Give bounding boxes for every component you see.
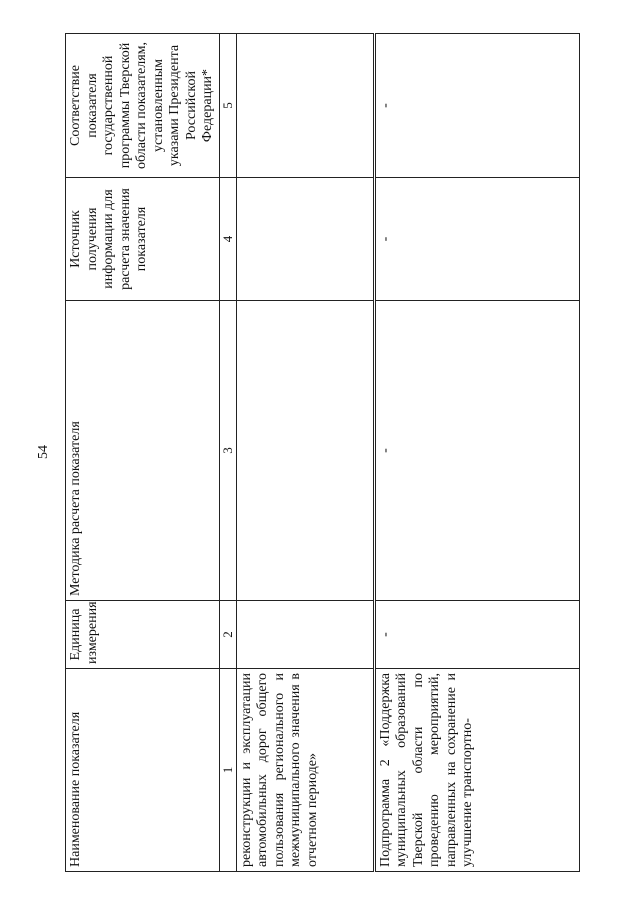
row-unit: - xyxy=(374,601,579,669)
row-source xyxy=(236,178,374,301)
column-number: 3 xyxy=(219,301,236,601)
table-header-row xyxy=(66,34,220,872)
row-indicator-name: Подпрограмма 2 «Поддержка муниципальных образований Тверской области по проведению мероприятий, направленных на сохранение и улучшение транспортно- xyxy=(374,669,579,872)
indicator-table xyxy=(65,33,580,872)
row-indicator-name: реконструкции и эксплуатации автомобильных дорог общего пользования регионального и межмуниципального значения в отчетном периоде» xyxy=(236,669,374,872)
column-number-row xyxy=(219,34,236,872)
row-source: - xyxy=(374,178,579,301)
row-compliance xyxy=(236,34,374,178)
header-compliance: Соответствие показателя государственной программы Тверской области показателям, установленным указами Президента Российской Федерации* xyxy=(66,34,220,178)
row-compliance: - xyxy=(374,34,579,178)
header-indicator-name: Наименование показателя xyxy=(66,669,220,872)
column-number: 1 xyxy=(219,669,236,872)
indicator-table-frame xyxy=(65,34,580,872)
row-method: - xyxy=(374,301,579,601)
header-unit: Единица измерения xyxy=(66,601,220,669)
page-number: 54 xyxy=(36,445,51,459)
column-number: 4 xyxy=(219,178,236,301)
row-unit xyxy=(236,601,374,669)
column-number: 5 xyxy=(219,34,236,178)
header-info-source: Источник получения информации для расчета значения показателя xyxy=(66,178,220,301)
table-row xyxy=(374,34,579,872)
column-number: 2 xyxy=(219,601,236,669)
table-row xyxy=(236,34,374,872)
header-calculation-method: Методика расчета показателя xyxy=(66,301,220,601)
row-method xyxy=(236,301,374,601)
